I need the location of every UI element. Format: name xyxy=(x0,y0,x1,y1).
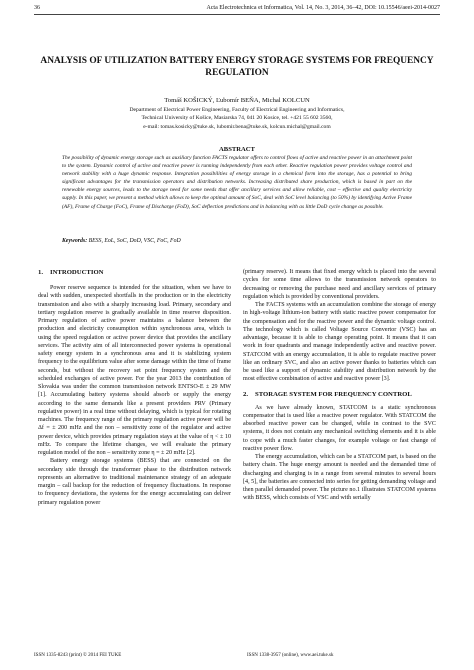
journal-citation: Acta Electrotechnica et Informatica, Vol. 14, No. 3, 2014, 36–42, DOI: 10.15546/aeei-2014-0027 xyxy=(206,5,440,11)
footer-issn-online: ISSN 1338-3957 (online), www.aei.tuke.sk xyxy=(247,653,334,658)
paragraph: (primary reserve). It means that fixed energy which is placed into the several cycles for some time allows to the transmission network operators to decreasing or removing the purchase need and ancillary services of primary regulation which is provided by conventional providers. xyxy=(243,269,436,300)
paragraph: The FACTS systems with an accumulation combine the storage of energy in high-voltage lithium-ion battery with static reactive power compensator for the compensation and for the reactive power and the dynamic voltage control. The technology which is called Voltage Source Convertor (VSC) has an advantage, because it is able to change operating point. It means that it can work in four quadrants and manage independently active and reactive power. STATCOM with an energy accumulation, it is able to regulate reactive power like an ordinary SVC, and also an active power thanks to batteries which can be used like a support of dynamic stability and distribution network by the most effective combination of active and reactive power [3]. xyxy=(243,302,436,383)
section-title: INTRODUCTION xyxy=(50,269,104,276)
keywords-line xyxy=(62,237,412,246)
affiliation-department: Department of Electrical Power Engineering, Faculty of Electrical Engineering and Informatics, xyxy=(129,107,345,113)
section-number: 1. xyxy=(38,269,44,276)
left-column xyxy=(38,268,231,507)
page-number: 36 xyxy=(34,5,40,11)
right-column xyxy=(243,268,436,503)
paragraph: Power reserve sequence is intended for the situation, when we have to deal with sudden, unexpected shortfalls in the production or in the electricity transmission and also with a sharply increasing load. Primary, secondary and tertiary regulation reserve is gradually available in time reserve disposition. Primary regulation of active power maintains a balance between the production and electricity consumption within synchronous area, which is using the speed regulation or active power device that provides the ancillary services. The activity aim of all interconnected power systems is operational safety energy system in a synchronous area and it is stabilizing system frequency to the equilibrium value after some damage within the time of frame seconds, but without the recovery set point frequency system and the scheduled exchanges of active power. For the year 2013 the contribution of Slovakia was under the common transmission network ENTSO-E ± 29 MW [1]. Accumulating battery systems should absorb or supply the energy according to the same demands like a present providers PRV (Primary regulative power) in a real time without delaying, which is typical for rotating machines. The frequency range of the primary regulation active power will be Δf = ± 200 mHz and the non – sensitivity zone of the regulator and active power device, which provides primary regulation stays at the value of η < ± 10 mHz. To compare the lifetime changes, we will evaluate the primary regulation model of the non – sensitivity zone η = ± 20 mHz [2]. xyxy=(38,285,231,456)
paragraph: As we have already known, STATCOM is a static synchronous compensator that is used like a reactive power regulator. With STATCOM the absorbed reactive power can be changed, while in contrast to the SVC systems, it does not contain any mechanical switching elements and it is able to cope with a much faster changes, for example voltage or fast change of reactive power flow. xyxy=(243,404,436,452)
author-list: Tomáš KOŠICKÝ, Ľubomír BEŇA, Michal KOLCUN xyxy=(164,97,310,104)
running-header xyxy=(34,2,440,15)
section-heading-storage-system xyxy=(243,390,436,399)
paragraph: The energy accumulation, which can be a STATCOM part, is based on the battery chain. The huge energy amount is needed and the demanded time of discharging and charging is in a range from several minutes to several hours [4, 5], the batteries are connected into series for getting demanding voltage and then parallel demanded power. The picture no.1 illustrates STATCOM systems with BESS, which consists of VSC and with serially xyxy=(243,454,436,502)
footer-issn-print: ISSN 1335-8243 (print) © 2014 FEI TUKE xyxy=(34,653,122,658)
section-title: STORAGE SYSTEM FOR FREQUENCY CONTROL xyxy=(255,390,412,398)
paper-title: ANALYSIS OF UTILIZATION BATTERY ENERGY STORAGE SYSTEMS FOR FREQUENCY REGULATION xyxy=(40,56,434,78)
section-heading-introduction xyxy=(38,268,231,277)
affiliation-block xyxy=(40,106,434,131)
keywords-label: Keywords: xyxy=(62,238,88,244)
section-number: 2. xyxy=(243,390,249,398)
keywords-text: BESS, EoL, SoC, DoD, VSC, FoC, FoD xyxy=(88,238,181,244)
abstract-heading: ABSTRACT xyxy=(219,146,255,153)
affiliation-address: Technical University of Košice, Masiarska 74, 041 20 Kosice, tel. +421 55 602 3560, xyxy=(141,115,333,122)
affiliation-emails: e-mail: tomas.kosicky@tuke.sk, lubomir.bena@tuke.sk, kolcun.michal@gmail.com xyxy=(143,123,331,130)
paragraph: Battery energy storage systems (BESS) that are connected on the secondary side through the transformer phase to the distribution network represents an alternative to traditional maintenance strategy of an adequate margin – call backup for the reduction of frequency fluctuations. In response to frequency deviations, the systems for the energy accumulating can deliver primary regulation power xyxy=(38,458,231,506)
abstract-text: The possibility of dynamic energy storage such as auxiliary function FACTS regulator offers to control flows of active and reactive power in an attachment point to the system. Dynamic control of active and reactive power is running independently from each other. Reactive regulation power provides voltage control and network stability with a huge dynamic response. Integration possibilities of energy storage in a chemical form into the storage, has a potential to bring significant advantages for the transmission operators and distribution networks. Increasing distributed share production, which is based in part on the renewable energy sources, leads to the storage need for some needs that offer ancillary services and allow reliable, cost – effective and quality electricity supply. In this paper, we present a method which allows to keep the optimal amount of SoC, deal with SoC level balancing (to 50%) by identifying Active Frame (AF), Frame of Charge (FoC), Frame of Discharge (FoD), SoC deflection predictions and in balancing with as little DoD cycle change as possible. xyxy=(62,155,412,210)
